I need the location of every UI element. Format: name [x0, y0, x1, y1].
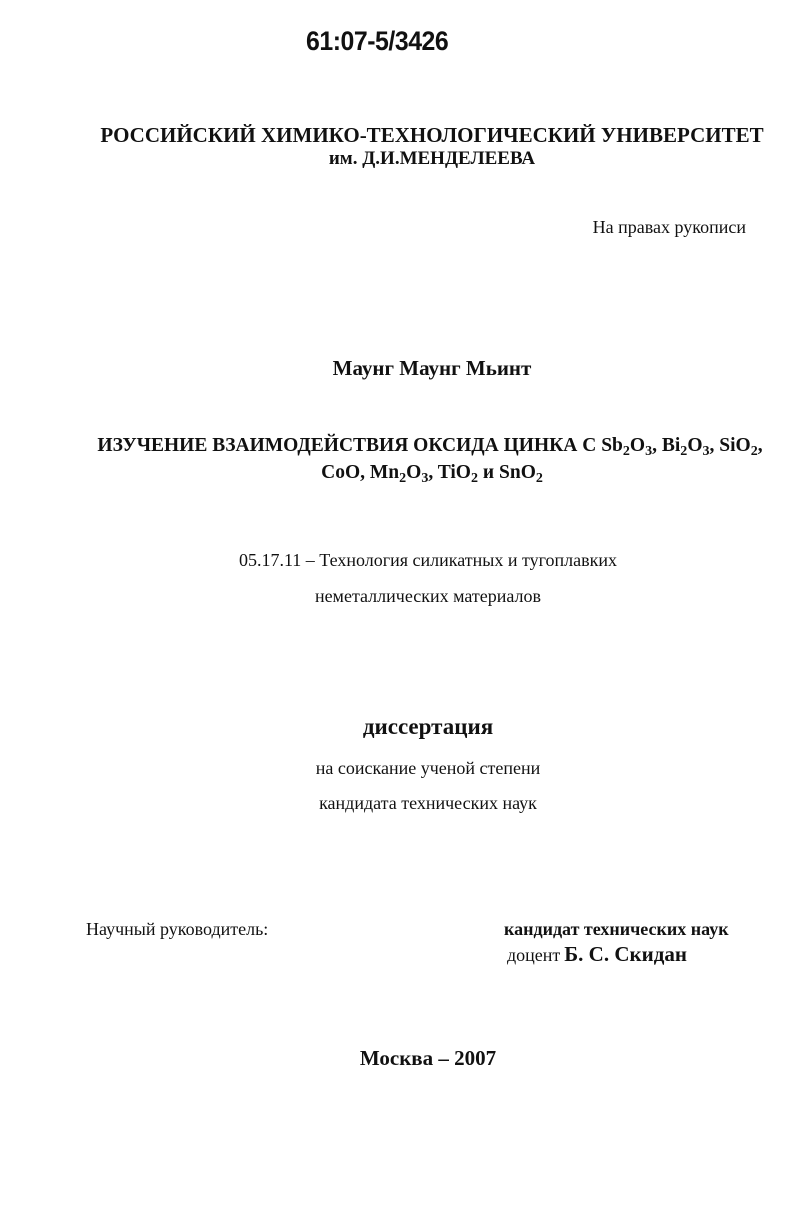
formula-tio2: TiO$_2$ — [437, 462, 478, 486]
formula-bi2o3: $Bi_2O_3$ — [661, 435, 710, 459]
formula-sb2o3: $Sb_2O_3$ — [601, 435, 653, 459]
degree-line-1: на соискание ученой степени — [315, 758, 541, 778]
formula-coo: CoO — [321, 462, 361, 483]
university-named-after: им. Д.И.МЕНДЕЛЕЕВА — [328, 148, 536, 169]
supervisor-name: Б. С. Скидан — [564, 942, 687, 966]
supervisor-label: Научный руководитель: — [86, 919, 269, 939]
specialty-line-2: неметаллических материалов — [314, 586, 542, 606]
dissertation-title-line-2: CoO, $Mn_2O_3$, TiO$_2$ и SnO$_2$ — [321, 462, 543, 486]
formula-sno2: SnO$_2$ — [499, 462, 543, 486]
title-text: ИЗУЧЕНИЕ ВЗАИМОДЕЙСТВИЯ ОКСИДА ЦИНКА С — [97, 435, 602, 456]
university-name: РОССИЙСКИЙ ХИМИКО-ТЕХНОЛОГИЧЕСКИЙ УНИВЕРСИТЕТ — [100, 123, 764, 147]
dissertation-title-line-1: ИЗУЧЕНИЕ ВЗАИМОДЕЙСТВИЯ ОКСИДА ЦИНКА С $Sb_2O_3$, $Bi_2O_3$, SiO$_2$, — [97, 435, 763, 459]
author-name: Маунг Маунг Мьинт — [332, 356, 532, 380]
city-year: Москва – 2007 — [359, 1046, 497, 1070]
formula-mn2o3: $Mn_2O_3$ — [369, 462, 429, 486]
supervisor-degree: кандидат технических наук — [504, 919, 729, 939]
archive-stamp-number: 61:07-5/3426 — [306, 26, 449, 56]
supervisor-rank-and-name — [507, 942, 687, 967]
specialty-code-line-1: 05.17.11 – Технология силикатных и тугоплавких — [238, 550, 618, 570]
degree-line-2: кандидата технических наук — [319, 793, 537, 813]
manuscript-rights-note: На правах рукописи — [592, 217, 746, 237]
formula-sio2: SiO$_2$ — [719, 435, 758, 459]
work-type: диссертация — [362, 714, 494, 739]
supervisor-rank: доцент — [507, 945, 561, 965]
